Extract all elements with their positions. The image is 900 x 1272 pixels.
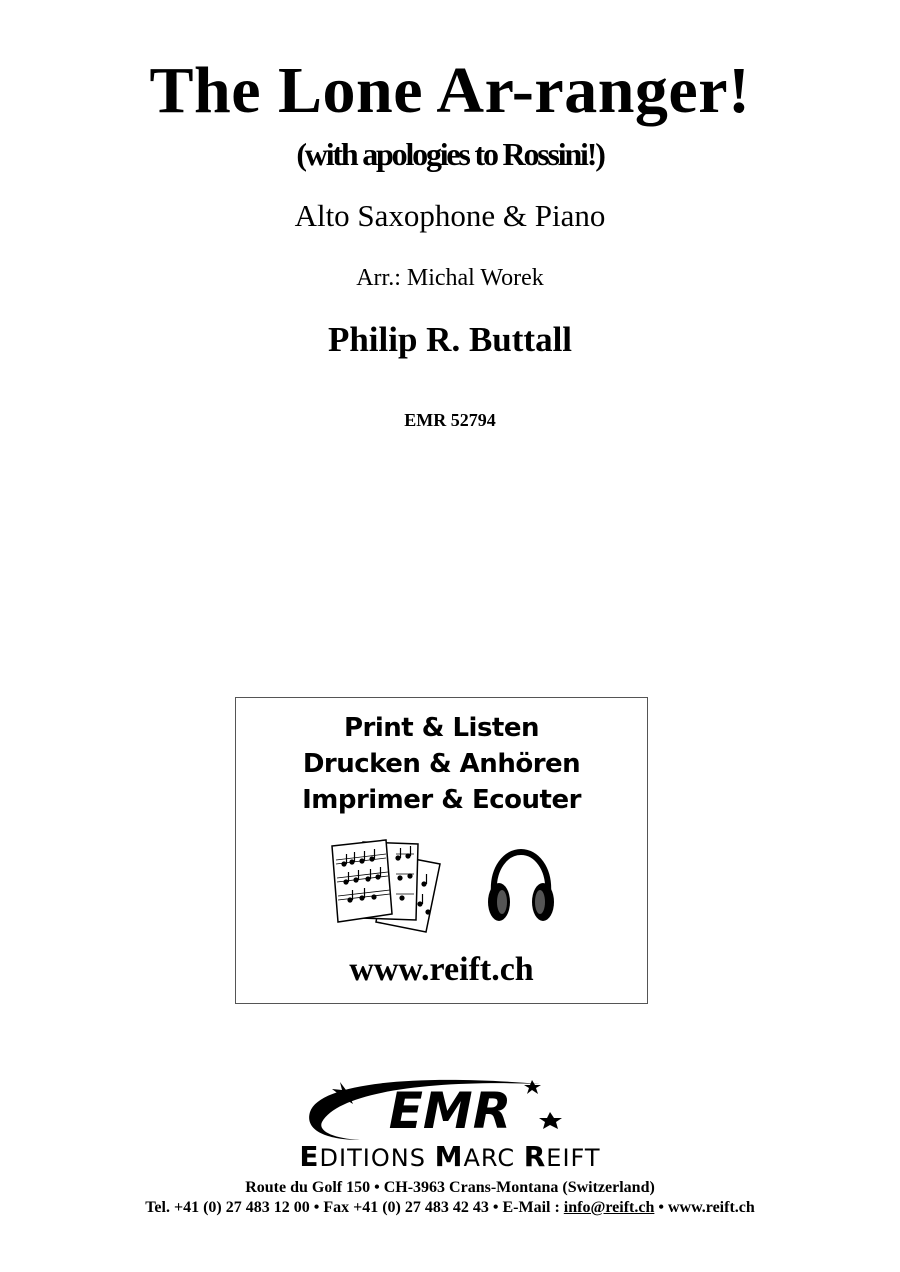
promo-line-english: Print & Listen xyxy=(343,713,540,743)
publisher-word-reift: EIFT xyxy=(546,1144,601,1172)
page-title: The Lone Ar-ranger! xyxy=(149,54,751,127)
emr-logo xyxy=(300,1072,580,1142)
publisher-word-editions: DITIONS xyxy=(319,1144,435,1172)
contact-email-link[interactable]: info@reift.ch xyxy=(563,1199,655,1216)
publisher-address: Route du Golf 150 • CH-3963 Crans-Montana (Switzerland) xyxy=(245,1179,655,1196)
sheet-music-icon xyxy=(328,834,453,934)
arranger: Arr.: Michal Worek xyxy=(356,265,544,291)
promo-line-german: Drucken & Anhören xyxy=(302,749,581,779)
emr-logo-text: EMR xyxy=(388,1082,512,1140)
contact-phone-fax: Tel. +41 (0) 27 483 12 00 • Fax +41 (0) 27 483 42 43 • E-Mail : xyxy=(145,1199,564,1216)
publisher-initial-m: M xyxy=(434,1140,464,1173)
composer: Philip R. Buttall xyxy=(327,320,573,359)
instrumentation: Alto Saxophone & Piano xyxy=(294,198,606,233)
subtitle: (with apologies to Rossini!) xyxy=(296,136,604,172)
catalog-number: EMR 52794 xyxy=(404,410,496,430)
headphones-icon xyxy=(486,848,556,926)
promo-line-french: Imprimer & Ecouter xyxy=(302,785,581,815)
publisher-word-marc: ARC xyxy=(463,1144,524,1172)
publisher-initial-e: E xyxy=(299,1140,320,1173)
promo-website[interactable]: www.reift.ch xyxy=(349,951,534,988)
publisher-contact xyxy=(0,1200,900,1216)
contact-website[interactable]: • www.reift.ch xyxy=(654,1199,755,1216)
publisher-name xyxy=(0,1140,900,1173)
publisher-initial-r: R xyxy=(523,1140,547,1173)
print-listen-box xyxy=(235,697,648,1004)
